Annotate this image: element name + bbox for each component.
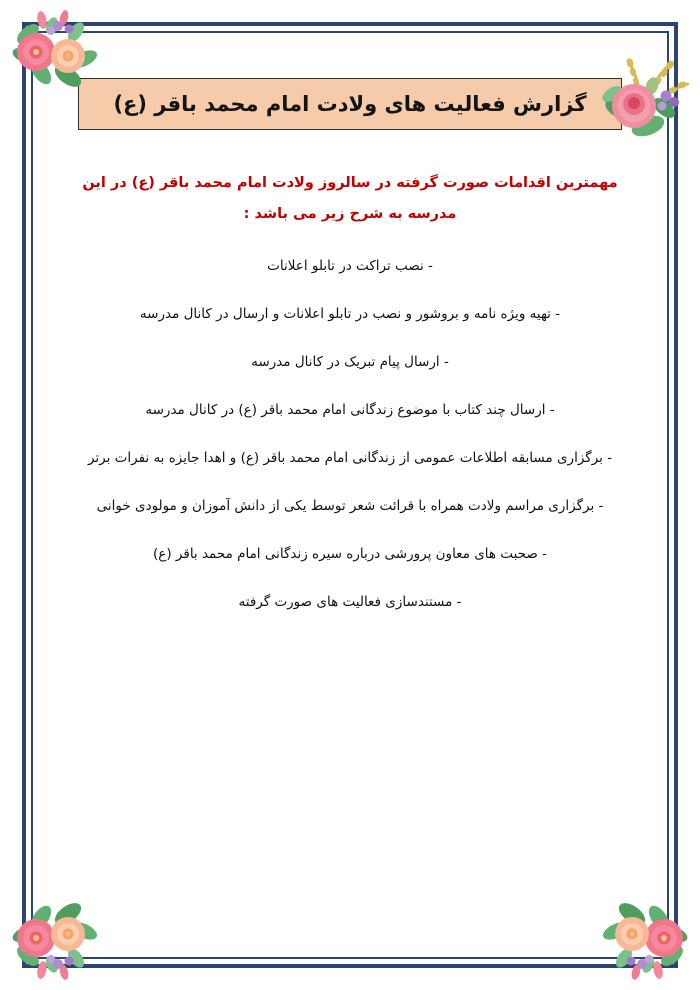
list-item: - برگزاری مسابقه اطلاعات عمومی از زندگانی امام محمد باقر (ع) و اهدا جایزه به نفرات برتر: [87, 450, 613, 466]
activity-list: [48, 242, 652, 626]
page-title: گزارش فعالیت های ولادت امام محمد باقر (ع): [113, 92, 587, 116]
list-item: - صحبت های معاون پرورشی درباره سیره زندگانی امام محمد باقر (ع): [153, 546, 547, 562]
floral-corner-bottom-left-icon: [6, 881, 126, 986]
title-banner: [0, 78, 700, 130]
intro-paragraph: مهمترین اقدامات صورت گرفته در سالروز ولادت امام محمد باقر (ع) در این مدرسه به شرح زیر می باشد :: [82, 175, 618, 222]
list-item: - ارسال چند کتاب با موضوع زندگانی امام محمد باقر (ع) در کانال مدرسه: [145, 402, 555, 418]
list-item: - مستندسازی فعالیت های صورت گرفته: [238, 594, 462, 610]
list-item: - ارسال پیام تبریک در کانال مدرسه: [251, 354, 449, 370]
list-item: - برگزاری مراسم ولادت همراه با قرائت شعر توسط یکی از دانش آموزان و مولودی خوانی: [96, 498, 604, 514]
list-item: - تهیه ویژه نامه و بروشور و نصب در تابلو اعلانات و ارسال در کانال مدرسه: [139, 306, 561, 322]
floral-corner-bottom-right-icon: [574, 881, 694, 986]
list-item: - نصب تراکت در تابلو اعلانات: [267, 258, 433, 274]
title-box: [78, 78, 622, 130]
